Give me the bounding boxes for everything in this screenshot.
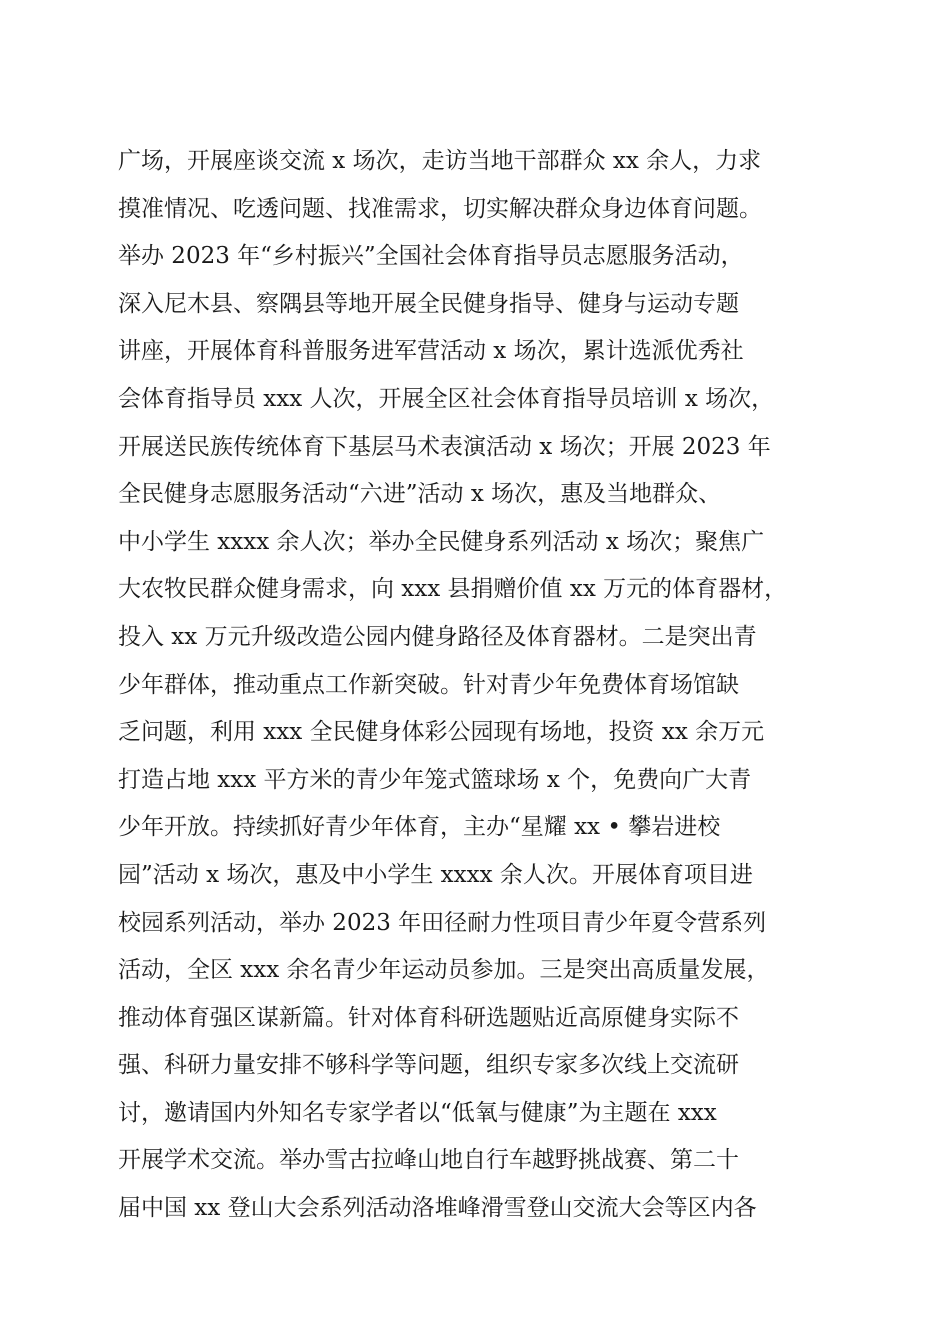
text-line: 深入尼木县、察隅县等地开展全民健身指导、健身与运动专题: [118, 290, 739, 317]
text-line: 开展送民族传统体育下基层马术表演活动 x 场次；开展 2023 年: [118, 433, 771, 460]
text-line: 乏问题，利用 xxx 全民健身体彩公园现有场地，投资 xx 余万元: [118, 719, 765, 746]
text-line: 大农牧民群众健身需求，向 xxx 县捐赠价值 xx 万元的体育器材，: [118, 576, 788, 603]
text-line: 推动体育强区谋新篇。针对体育科研选题贴近高原健身实际不: [118, 1004, 739, 1031]
text-line: 开展学术交流。举办雪古拉峰山地自行车越野挑战赛、第二十: [118, 1147, 739, 1174]
text-line: 园”活动 x 场次，惠及中小学生 xxxx 余人次。开展体育项目进: [118, 861, 753, 888]
text-line: 举办 2023 年“乡村振兴”全国社会体育指导员志愿服务活动，: [118, 243, 744, 270]
text-line: 讲座，开展体育科普服务进军营活动 x 场次，累计选派优秀社: [118, 338, 744, 365]
text-line: 讨，邀请国内外知名专家学者以“低氧与健康”为主题在 xxx: [118, 1099, 717, 1126]
body-text: [118, 138, 838, 1233]
text-line: 摸准情况、吃透问题、找准需求，切实解决群众身边体育问题。: [118, 195, 762, 222]
text-line: 会体育指导员 xxx 人次，开展全区社会体育指导员培训 x 场次，: [118, 385, 775, 412]
text-line: 少年群体，推动重点工作新突破。针对青少年免费体育场馆缺: [118, 671, 739, 698]
text-line: 届中国 xx 登山大会系列活动洛堆峰滑雪登山交流大会等区内各: [118, 1195, 757, 1222]
text-line: 校园系列活动，举办 2023 年田径耐力性项目青少年夏令营系列: [118, 909, 767, 936]
text-line: 少年开放。持续抓好青少年体育，主办“星耀 xx • 攀岩进校: [118, 814, 721, 841]
text-line: 广场，开展座谈交流 x 场次，走访当地干部群众 xx 余人，力求: [118, 148, 762, 174]
text-line: 强、科研力量安排不够科学等问题，组织专家多次线上交流研: [118, 1052, 739, 1079]
text-line: 活动，全区 xxx 余名青少年运动员参加。三是突出高质量发展，: [118, 957, 770, 984]
text-line: 全民健身志愿服务活动“六进”活动 x 场次，惠及当地群众、: [118, 481, 722, 508]
text-line: 打造占地 xxx 平方米的青少年笼式篮球场 x 个，免费向广大青: [118, 766, 752, 793]
text-line: 投入 xx 万元升级改造公园内健身路径及体育器材。二是突出青: [118, 623, 757, 650]
text-line: 中小学生 xxxx 余人次；举办全民健身系列活动 x 场次；聚焦广: [118, 528, 765, 555]
